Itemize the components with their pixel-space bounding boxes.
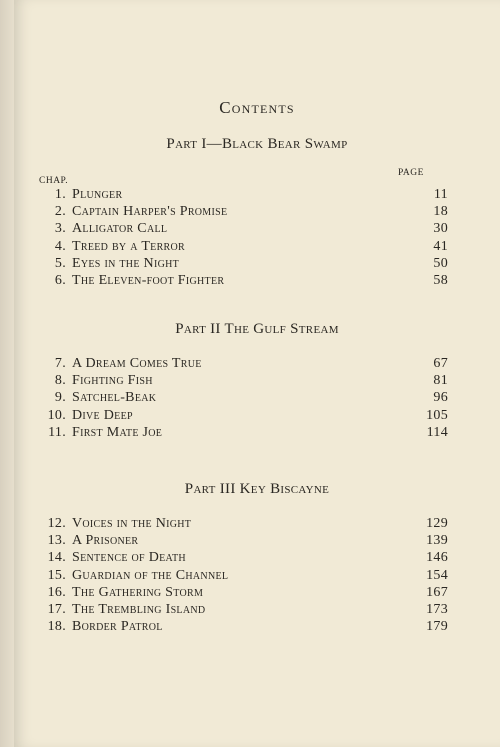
page-number: 105 (426, 407, 448, 423)
chapter-number: 1. (54, 187, 66, 202)
chapter-number: 16. (47, 584, 66, 600)
page-number: 96 (433, 390, 448, 406)
chapter-title: Eyes in the Night (72, 255, 180, 271)
chapter-title: Plunger (72, 187, 123, 202)
chapter-title: A Prisoner (72, 533, 139, 549)
toc-entry (46, 516, 448, 533)
page-number: 67 (433, 356, 448, 371)
chapter-title: The Eleven-foot Fighter (72, 273, 225, 288)
toc-entry (46, 550, 448, 567)
chapter-number: 11. (48, 424, 66, 440)
chapter-title: A Dream Comes True (72, 356, 202, 371)
page-number: 41 (433, 238, 448, 254)
toc-entry (46, 390, 448, 407)
chapter-number: 9. (54, 390, 66, 406)
toc-entry (46, 221, 448, 238)
part-heading: Part II The Gulf Stream (175, 321, 339, 337)
toc-entry (46, 187, 448, 204)
toc-entry (46, 273, 448, 290)
chapter-title: Voices in the Night (72, 516, 192, 531)
page-number: 81 (433, 373, 448, 389)
chapter-number: 8. (54, 373, 66, 389)
page-number: 18 (433, 204, 448, 220)
page-number: 179 (426, 619, 448, 635)
chapter-title: Border Patrol (72, 619, 163, 635)
chapter-title: First Mate Joe (72, 424, 163, 440)
chapter-title: The Gathering Storm (72, 584, 204, 600)
chapter-number: 6. (54, 273, 66, 288)
chapter-number: 10. (47, 407, 66, 423)
chapter-title: Sentence of Death (72, 550, 186, 566)
toc-entry (46, 256, 448, 273)
chapter-title: Dive Deep (72, 407, 133, 423)
page-number: 50 (433, 255, 448, 271)
page-number: 146 (426, 550, 448, 566)
part-heading: Part III Key Biscayne (184, 481, 330, 497)
chapter-title: Satchel-Beak (72, 390, 157, 406)
chapter-title: Fighting Fish (72, 373, 153, 389)
chapter-number: 2. (54, 204, 66, 220)
chapter-title: Alligator Call (72, 221, 168, 237)
page-column-label: PAGE (398, 168, 424, 178)
chapter-number: 4. (54, 238, 66, 254)
toc-entry (46, 356, 448, 373)
toc-entry (46, 585, 448, 602)
toc-entry (46, 602, 448, 619)
page-number: 167 (426, 584, 448, 600)
toc-entry (46, 204, 448, 221)
chapter-number: 14. (47, 550, 66, 566)
chapter-number: 12. (47, 516, 66, 531)
page-binding-edge (0, 0, 14, 747)
toc-entry (46, 239, 448, 256)
chapter-column-label: CHAP. (39, 176, 69, 186)
toc-entry (46, 533, 448, 550)
toc-entry (46, 408, 448, 425)
book-page (14, 0, 500, 747)
toc-entry (46, 373, 448, 390)
page-number: 139 (426, 533, 448, 549)
chapter-title: Treed by a Terror (72, 238, 186, 254)
page-title: Contents (219, 98, 295, 117)
toc-entry (46, 619, 448, 636)
page-number: 58 (433, 273, 448, 288)
toc-entry (46, 568, 448, 585)
page-number: 11 (433, 187, 448, 202)
chapter-number: 5. (54, 255, 66, 271)
page-number: 30 (433, 221, 448, 237)
toc-entry (46, 425, 448, 442)
chapter-number: 17. (47, 602, 66, 617)
page-number: 114 (426, 424, 448, 440)
chapter-title: Guardian of the Channel (72, 567, 229, 583)
chapter-number: 7. (54, 356, 66, 371)
page-number: 173 (426, 602, 448, 617)
chapter-title: The Trembling Island (72, 602, 206, 617)
chapter-number: 3. (54, 221, 66, 237)
part-heading: Part I—Black Bear Swamp (166, 136, 348, 152)
chapter-number: 13. (47, 533, 66, 549)
chapter-title: Captain Harper's Promise (72, 204, 228, 220)
page-number: 154 (426, 567, 448, 583)
chapter-number: 18. (47, 619, 66, 635)
page-number: 129 (426, 516, 448, 531)
chapter-number: 15. (47, 567, 66, 583)
